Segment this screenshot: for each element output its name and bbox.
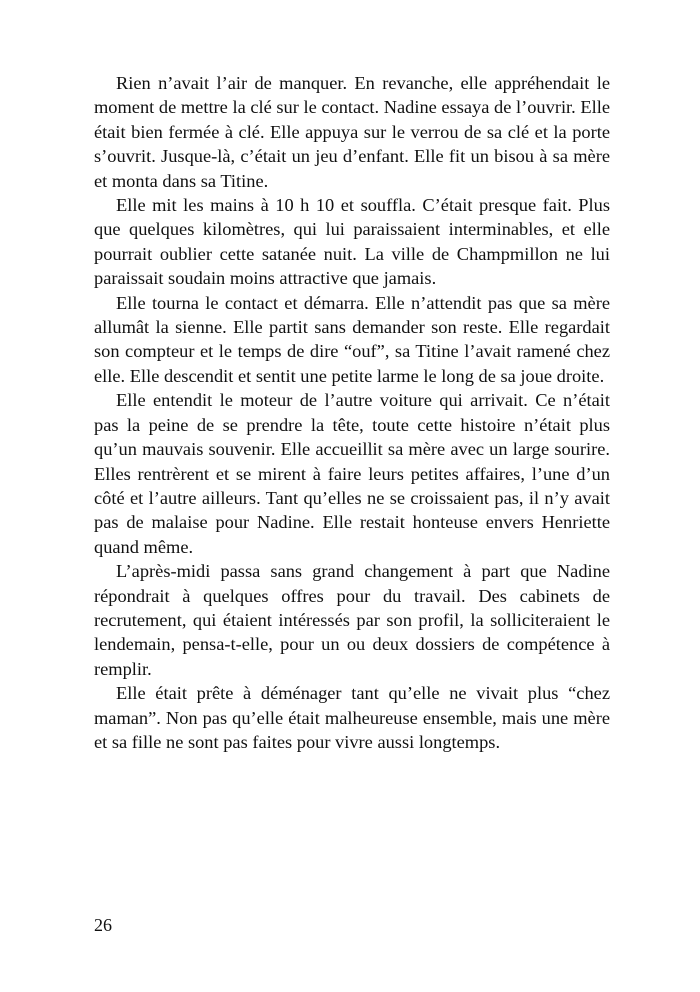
paragraph-2: Elle mit les mains à 10 h 10 et souffla. C’était presque fait. Plus que quelques kilomètres, qui lui paraissaient interminables, et elle pourrait oublier cette satanée nuit. La ville de Champmillon ne lui paraissait soudain moins attractive que jamais.	[94, 195, 610, 289]
paragraph-6: Elle était prête à déménager tant qu’elle ne vivait plus “chez maman”. Non pas qu’elle était malheureuse ensemble, mais une mère et sa fille ne sont pas faites pour vivre aussi longtemps.	[94, 683, 610, 752]
paragraph-4: Elle entendit le moteur de l’autre voiture qui arrivait. Ce n’était pas la peine de se prendre la tête, toute cette histoire n’était plus qu’un mauvais souvenir. Elle accueillit sa mère avec un large sourire. Elles rentrèrent et se mirent à faire leurs petites affaires, l’une d’un côté et l’autre ailleurs. Tant qu’elles ne se croissaient pas, il n’y avait pas de malaise pour Nadine. Elle restait honteuse envers Henriette quand même.	[94, 390, 610, 557]
paragraph-1: Rien n’avait l’air de manquer. En revanche, elle appréhendait le moment de mettre la clé sur le contact. Nadine essaya de l’ouvrir. Elle était bien fermée à clé. Elle appuya sur le verrou de sa clé et la porte s’ouvrit. Jusque-là, c’était un jeu d’enfant. Elle fit un bisou à sa mère et monta dans sa Titine.	[94, 73, 610, 191]
paragraph-3: Elle tourna le contact et démarra. Elle n’attendit pas que sa mère allumât la sienne. Elle partit sans demander son reste. Elle regardait son compteur et le temps de dire “ouf”, sa Titine l’avait ramené chez elle. Elle descendit et sentit une petite larme le long de sa joue droite.	[94, 292, 610, 386]
paragraph-5: L’après-midi passa sans grand changement à part que Nadine répondrait à quelques offres pour du travail. Des cabinets de recrutement, qui étaient intéressés par son profil, la solliciteraient le lendemain, pensa-t-elle, pour un ou deux dossiers de compétence à remplir.	[94, 561, 610, 679]
page-body	[94, 71, 610, 754]
page-number: 26	[94, 915, 112, 935]
